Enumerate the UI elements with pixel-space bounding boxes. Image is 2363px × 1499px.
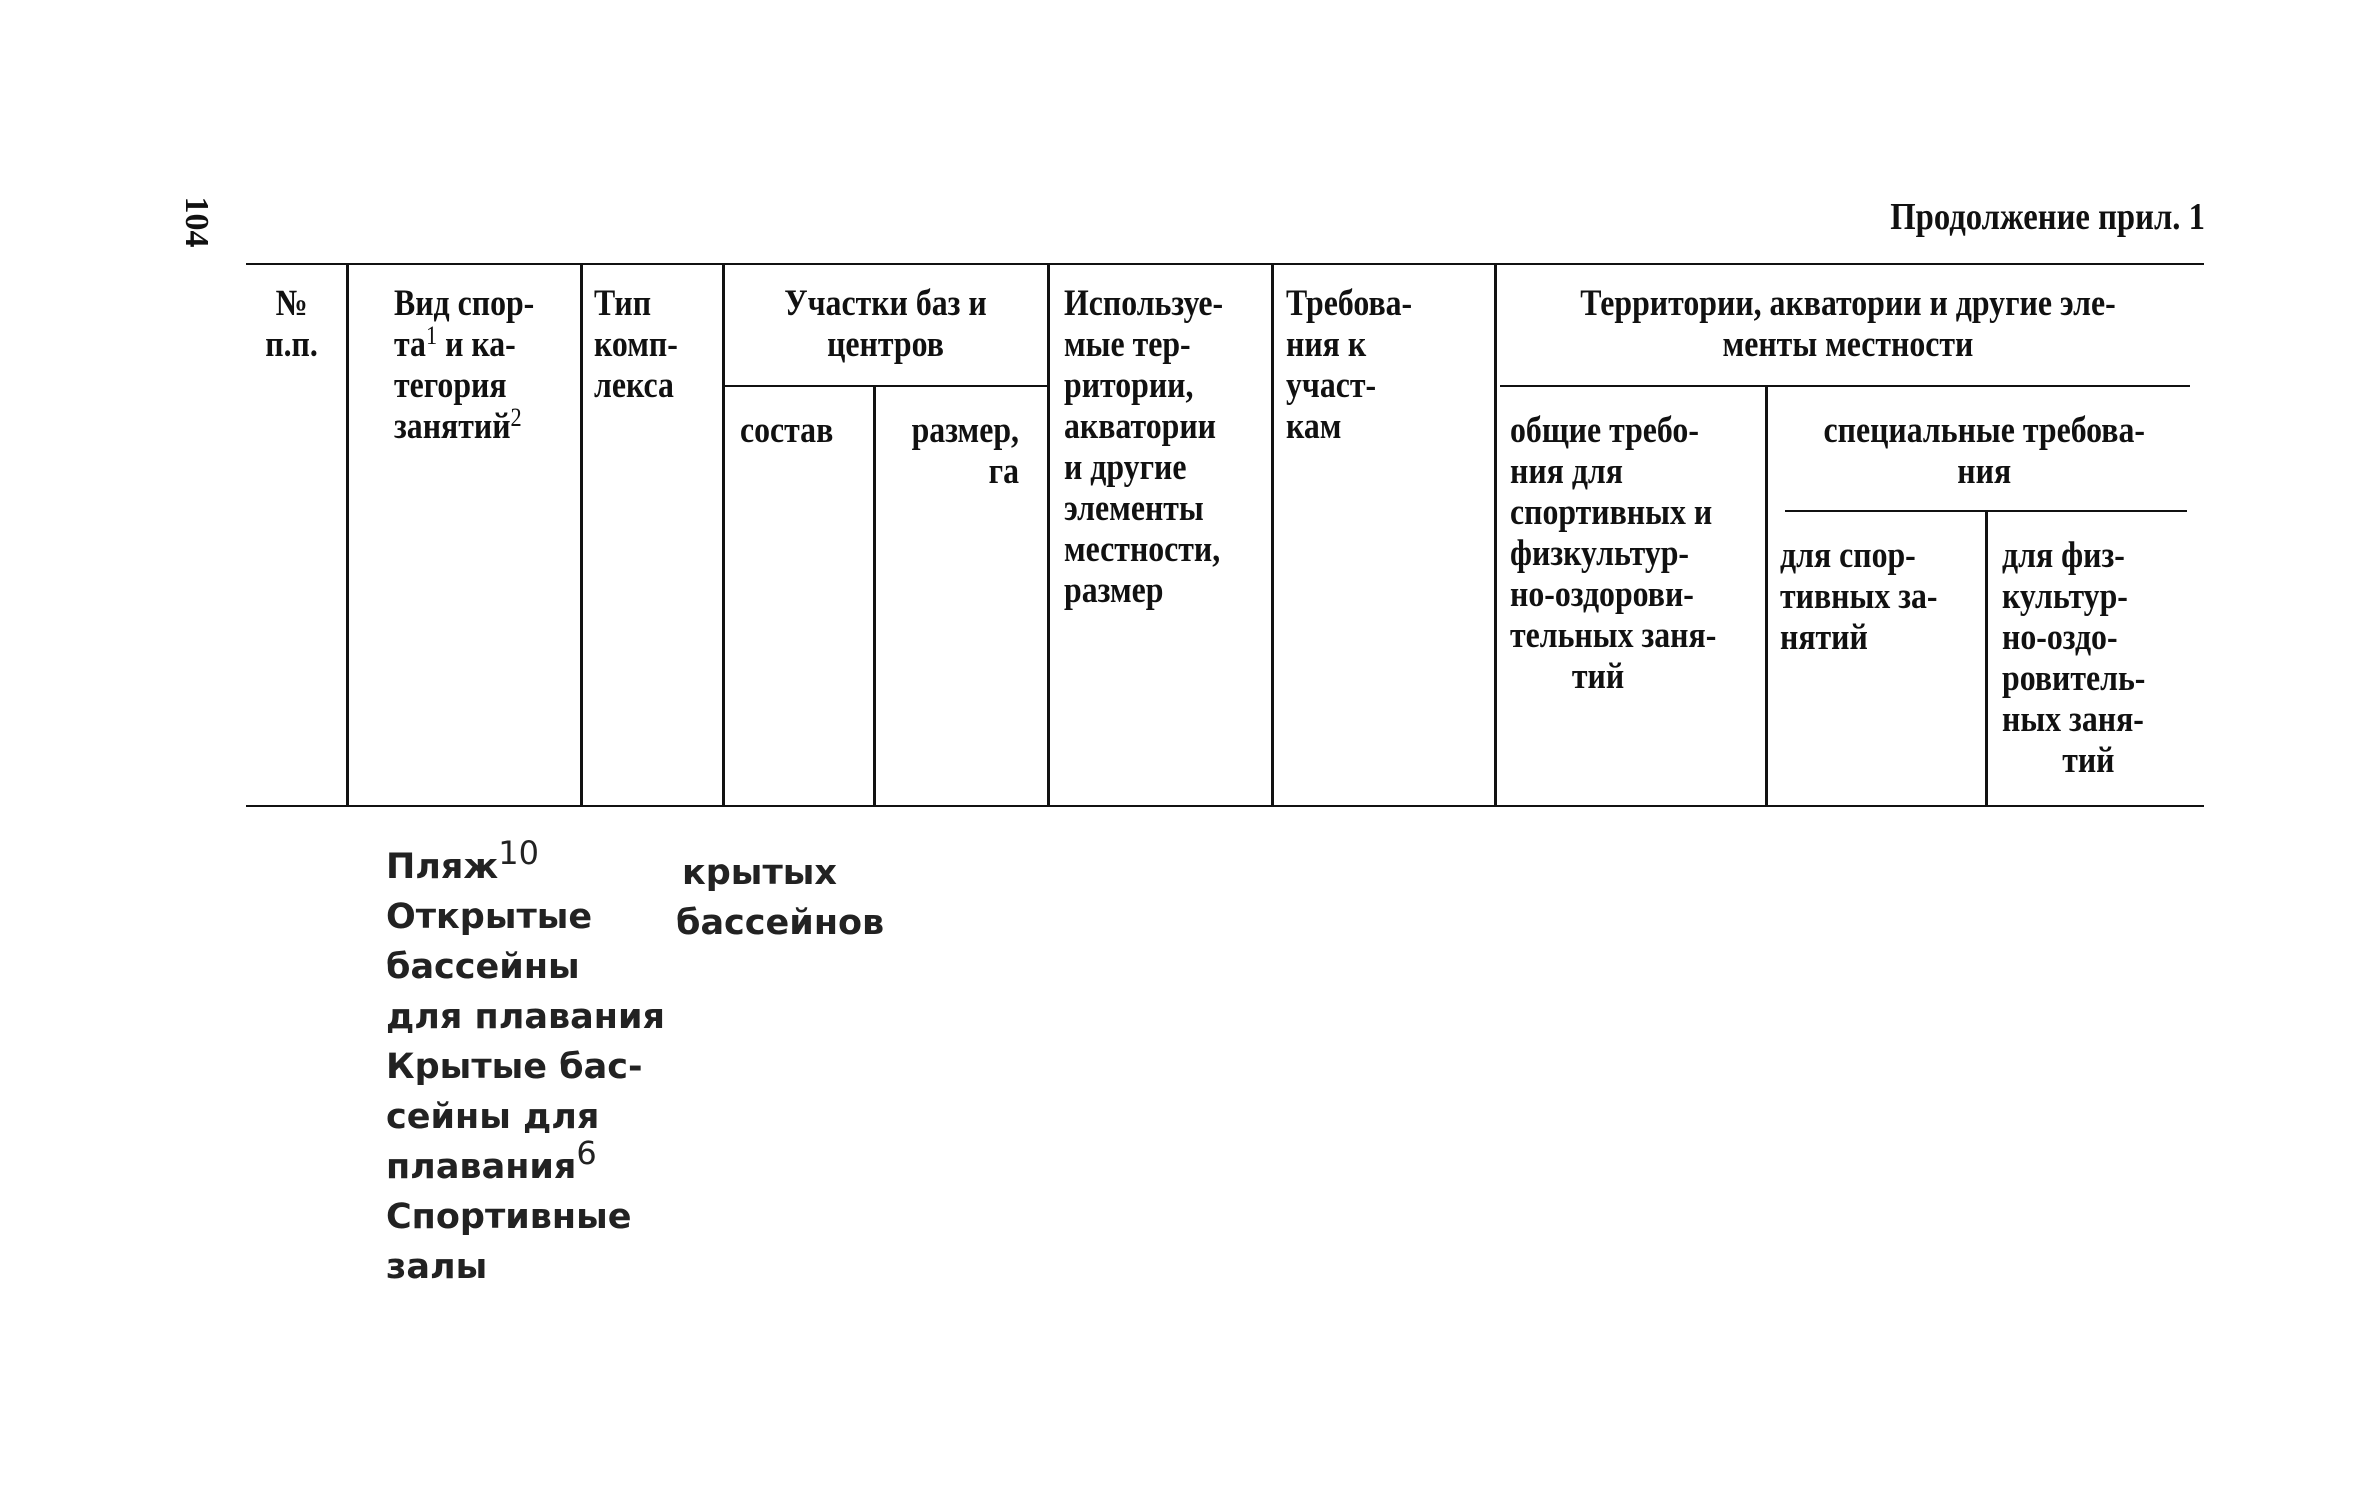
continuation-label: Продолжение прил. 1 — [1890, 196, 2205, 238]
col-divider — [1494, 263, 1497, 807]
col-divider — [1985, 510, 1988, 806]
header-for-sport: для спор- тивных за- нятий — [1780, 535, 1938, 658]
special-sub-rule — [1785, 510, 2187, 512]
header-territories-group: Территории, акватории и другие эле- менты местности — [1580, 283, 2116, 365]
col-divider — [873, 386, 876, 806]
header-complex-type: Тип комп- лекса — [594, 283, 678, 406]
page-number: 104 — [178, 196, 215, 248]
header-requirements: Требова- ния к участ- кам — [1286, 283, 1413, 447]
header-bases-group: Участки баз и центров — [784, 283, 987, 365]
header-num: № п.п. — [265, 283, 318, 365]
row-halls-1: Спортивные — [386, 1197, 632, 1237]
header-bases-size: размер, га — [911, 410, 1019, 492]
territories-sub-rule — [1500, 385, 2190, 387]
row-beach: Пляж$^{10}$ — [386, 834, 539, 887]
col-divider — [1047, 263, 1050, 807]
header-special-req: специальные требова- ния — [1823, 410, 2146, 492]
row-halls-2: залы — [386, 1247, 488, 1287]
header-sport-kind: Вид спор- $та^1$ и ка- тегория занятий$^2$ — [394, 283, 535, 447]
row-covered-pools-1: Крытые бас- — [386, 1047, 643, 1087]
body-complex-column: крытых бассейнов — [676, 853, 885, 943]
header-for-fitness: для физ- культур- но-оздо- ровитель- ных заня- тий — [2002, 535, 2146, 781]
row-covered-pools-2: сейны для — [386, 1097, 600, 1137]
header-general-req: общие требо- ния для спортивных и физкультур- но-оздорови- тельных заня- тий — [1510, 410, 1717, 697]
body-sport-column — [386, 834, 665, 1292]
table-top-rule — [246, 263, 2204, 265]
col-divider — [346, 263, 349, 807]
table-bottom-rule — [246, 805, 2204, 807]
row-open-pools-2: бассейны — [386, 947, 580, 987]
col-divider — [722, 263, 725, 807]
row-covered-pools-3: плавания$^6$ — [386, 1134, 597, 1187]
col-divider — [580, 263, 583, 807]
col-divider — [1765, 386, 1768, 806]
row-open-pools-3: для плавания — [386, 997, 665, 1037]
header-bases-composition: состав — [740, 410, 834, 451]
row-open-pools-1: Открытые — [386, 897, 593, 937]
bases-sub-rule — [722, 385, 1048, 387]
col-divider — [1271, 263, 1274, 807]
header-used-territories: Используе- мые тер- ритории, акватории и другие элементы местности, размер — [1064, 283, 1224, 611]
